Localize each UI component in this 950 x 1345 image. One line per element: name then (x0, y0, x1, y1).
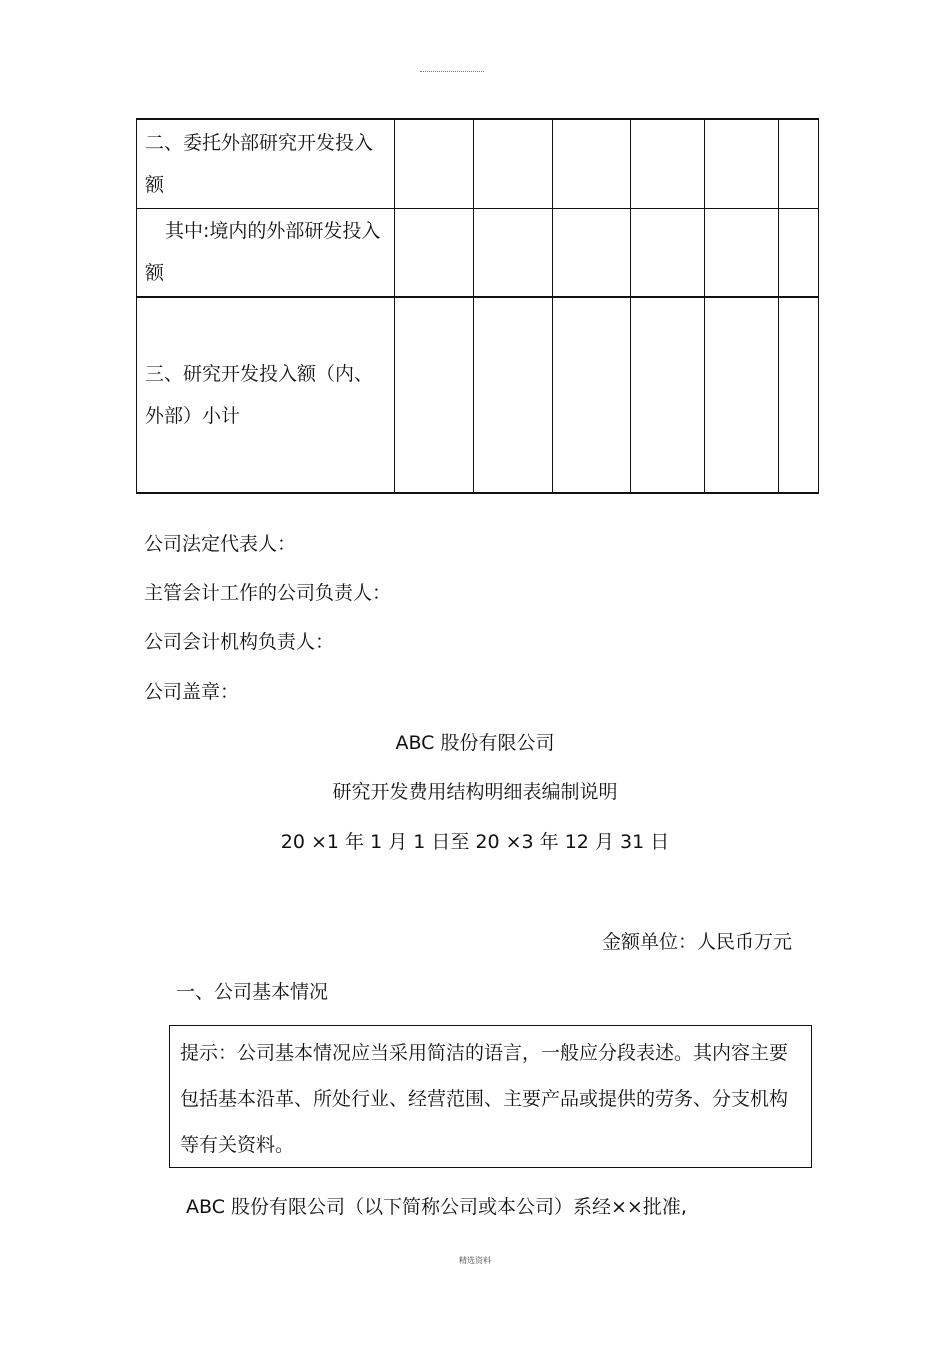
page-footer: 精选资料 (459, 1256, 491, 1265)
hint-box (169, 1025, 812, 1168)
value-cell (779, 208, 819, 297)
value-cell (631, 297, 705, 493)
table-row (137, 208, 819, 297)
accounting-head-label: 主管会计工作的公司负责人： (144, 582, 392, 604)
value-cell (474, 119, 553, 208)
hint-text: 提示：公司基本情况应当采用简洁的语言，一般应分段表述。其内容主要包括基本沿革、所处行业、经营范围、主要产品或提供的劳务、分支机构等有关资料。 (180, 1042, 789, 1156)
value-cell (553, 119, 631, 208)
value-cell (705, 297, 779, 493)
row-label: 其中:境内的外部研发投入额 (137, 208, 395, 297)
rd-expense-table (136, 118, 819, 494)
value-cell (474, 297, 553, 493)
company-name: ABC 股份有限公司 (395, 732, 555, 754)
value-cell (631, 119, 705, 208)
value-cell (553, 297, 631, 493)
value-cell (395, 297, 474, 493)
row-label: 二、委托外部研究开发投入额 (137, 119, 395, 208)
value-cell (395, 119, 474, 208)
value-cell (779, 297, 819, 493)
document-title: 研究开发费用结构明细表编制说明 (332, 781, 618, 803)
company-seal-label: 公司盖章： (144, 681, 240, 703)
value-cell (395, 208, 474, 297)
section-heading: 一、公司基本情况 (176, 981, 329, 1003)
value-cell (705, 119, 779, 208)
row-label: 三、研究开发投入额（内、外部）小计 (137, 297, 395, 493)
legal-representative-label: 公司法定代表人： (144, 533, 297, 555)
header-rule (420, 71, 484, 72)
body-paragraph: ABC 股份有限公司（以下简称公司或本公司）系经××批准, (186, 1196, 687, 1218)
value-cell (779, 119, 819, 208)
value-cell (631, 208, 705, 297)
value-cell (474, 208, 553, 297)
accounting-dept-head-label: 公司会计机构负责人： (144, 631, 335, 653)
value-cell (553, 208, 631, 297)
table-row (137, 119, 819, 208)
currency-unit-note: 金额单位：人民币万元 (601, 931, 792, 953)
value-cell (705, 208, 779, 297)
table-row (137, 297, 819, 493)
reporting-period: 20 ×1 年 1 月 1 日至 20 ×3 年 12 月 31 日 (280, 831, 670, 853)
